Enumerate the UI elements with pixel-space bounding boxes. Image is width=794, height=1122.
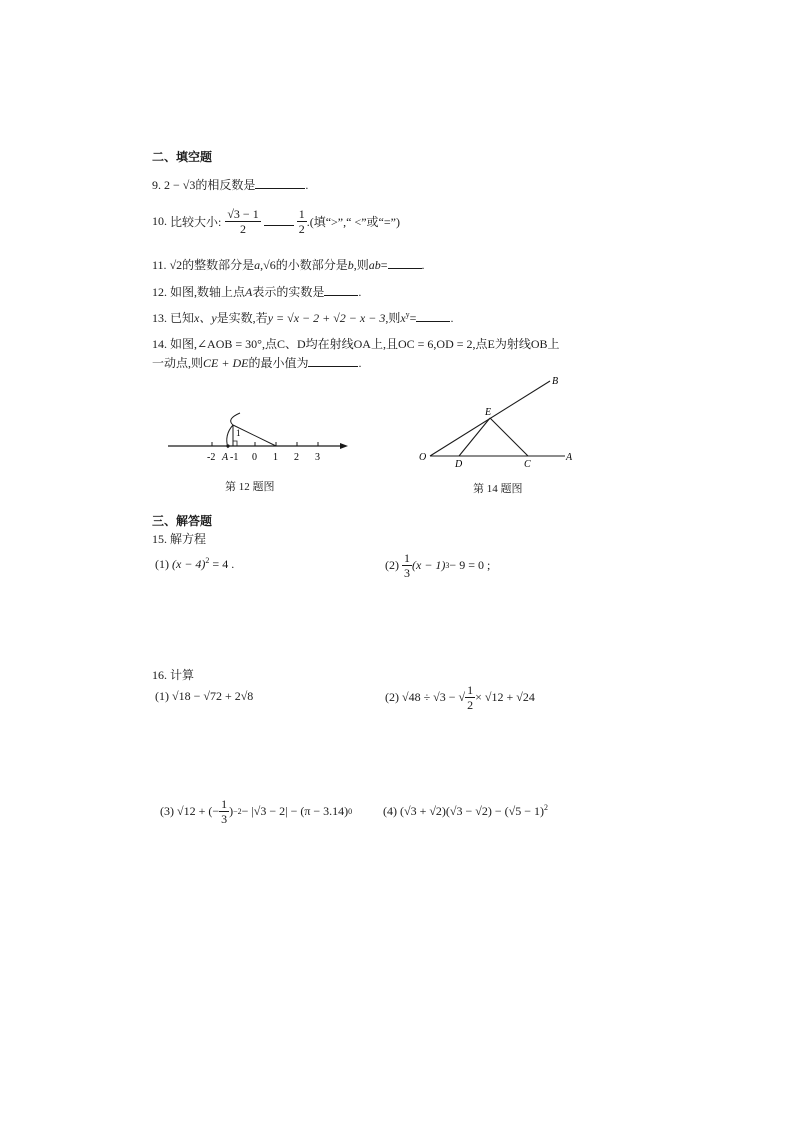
label-A: A xyxy=(566,452,573,463)
figure-14-caption: 第 14 题图 xyxy=(473,483,523,495)
fraction-numerator: 1 xyxy=(467,683,474,697)
variable-A: A xyxy=(245,285,253,299)
question-text: ,则 xyxy=(353,258,369,272)
math-expression: (x − 4) xyxy=(172,557,206,571)
math-expression: = 4 . xyxy=(209,557,235,571)
section-title-fill-blank: 二、填空题 xyxy=(152,150,213,164)
question-number: 9. xyxy=(152,178,161,192)
label-O: O xyxy=(419,452,427,463)
answer-blank[interactable] xyxy=(324,283,358,296)
part-label: (4) xyxy=(383,804,397,818)
math-expression: (x − 1) xyxy=(412,558,446,572)
question-15-part-1 xyxy=(155,556,234,572)
fraction-numerator: 1 xyxy=(298,207,305,221)
label-E: E xyxy=(485,407,492,418)
question-number: 14. xyxy=(152,337,167,351)
math-expression: CE + DE xyxy=(203,356,249,370)
part-label: (1) xyxy=(155,557,169,571)
tick-label: 2 xyxy=(294,452,299,463)
question-text: ,则 xyxy=(385,311,401,325)
question-16-part-4 xyxy=(383,803,548,819)
question-15-title: 15. 解方程 xyxy=(152,532,207,546)
variable-a: a xyxy=(254,258,261,272)
fraction-one-half xyxy=(297,207,307,236)
fraction-numerator: 1 xyxy=(404,551,410,565)
question-number: 12. xyxy=(152,285,167,299)
figure-14-geometry xyxy=(415,372,595,472)
fraction-sqrt3-minus-1-over-2 xyxy=(225,207,260,236)
exponent: −2 xyxy=(233,807,242,816)
question-9 xyxy=(152,176,308,193)
question-13 xyxy=(152,309,453,326)
question-15-part-2 xyxy=(385,551,490,580)
answer-blank[interactable] xyxy=(308,354,358,367)
question-text: ,√6的小数部分是 xyxy=(260,258,348,272)
figure-12-number-line xyxy=(160,405,360,470)
question-16-part-3 xyxy=(160,797,352,826)
power-base: x xyxy=(400,311,406,325)
question-14 xyxy=(152,335,560,352)
fraction-denominator: 2 xyxy=(467,698,474,712)
point-A xyxy=(226,444,229,447)
power-exponent: y xyxy=(405,310,410,319)
tick-label: -2 xyxy=(207,452,216,463)
label-C: C xyxy=(524,459,531,470)
math-expression: √48 ÷ √3 − xyxy=(402,690,456,704)
question-text: 是实数,若 xyxy=(216,311,268,325)
question-text: 如图,数轴上点 xyxy=(170,285,246,299)
part-label: (3) xyxy=(160,804,174,818)
figure-12-caption: 第 12 题图 xyxy=(225,481,275,493)
variable-ab: ab xyxy=(368,258,381,272)
equals-sign: = xyxy=(409,311,417,325)
question-text: √2的整数部分是 xyxy=(169,258,255,272)
math-expression: 2 − √3 xyxy=(164,178,196,192)
question-text: 的最小值为 xyxy=(248,356,309,370)
fraction-one-third xyxy=(402,551,412,580)
question-text: 已知 xyxy=(170,311,195,325)
question-text: 比较大小: xyxy=(170,215,222,229)
equals-sign: = xyxy=(380,258,388,272)
part-label: (1) xyxy=(155,689,169,703)
math-expression: √18 − √72 + 2√8 xyxy=(172,689,254,703)
exponent: 2 xyxy=(543,803,548,812)
exponent: 2 xyxy=(205,556,210,565)
label-height-one: 1 xyxy=(236,428,241,438)
fraction-one-half xyxy=(465,683,475,712)
exponent: 0 xyxy=(348,807,353,816)
fraction-denominator: 3 xyxy=(404,566,410,580)
fraction-one-third xyxy=(219,797,229,826)
question-number: 13. xyxy=(152,311,167,325)
fraction-numerator: 1 xyxy=(221,797,228,811)
period: . xyxy=(358,356,362,370)
answer-blank[interactable] xyxy=(416,309,450,322)
period: . xyxy=(421,258,425,272)
question-text: 的相反数是 xyxy=(195,178,256,192)
question-number: 10. xyxy=(152,214,167,228)
section-title-solve: 三、解答题 xyxy=(152,514,213,528)
segment-DE xyxy=(459,418,490,456)
tick-label: 3 xyxy=(315,452,320,463)
math-expression: y = √x − 2 + √2 − x − 3 xyxy=(267,311,386,325)
segment-CE xyxy=(490,418,528,456)
period: . xyxy=(450,311,454,325)
question-16-title: 16. 计算 xyxy=(152,668,195,682)
exponent: 3 xyxy=(445,561,450,570)
question-16-part-2: (2) √48 ÷ √3 − √ $\frac{1}{2}$ × √12 + √24 xyxy=(385,683,535,712)
fraction-denominator: 2 xyxy=(240,222,247,236)
part-label: (2) xyxy=(385,558,399,572)
math-expression: − 9 = 0 ; xyxy=(449,558,491,572)
answer-blank[interactable] xyxy=(388,256,422,269)
question-10 xyxy=(152,207,400,236)
right-angle-mark xyxy=(233,441,237,446)
answer-blank[interactable] xyxy=(255,176,305,189)
label-D: D xyxy=(455,459,463,470)
math-expression: ) xyxy=(229,804,234,818)
question-14-line2 xyxy=(152,354,361,371)
question-text: 一动点,则 xyxy=(152,356,204,370)
question-text: 表示的实数是 xyxy=(252,285,325,299)
variables-x-y: x、y xyxy=(194,311,217,325)
math-expression: − |√3 − 2| − (π − 3.14) xyxy=(241,804,349,818)
answer-blank[interactable] xyxy=(264,217,294,226)
period: . xyxy=(305,178,309,192)
arrow-right-icon xyxy=(340,443,348,449)
tick-label: 1 xyxy=(273,452,278,463)
question-number: 11. xyxy=(152,258,167,272)
question-11 xyxy=(152,256,425,273)
question-12 xyxy=(152,283,361,300)
question-hint: .(填“>”,“ <”或“=”) xyxy=(306,215,400,229)
tick-label: 0 xyxy=(252,452,257,463)
math-expression: × √12 + √24 xyxy=(475,690,535,704)
question-text: 如图,∠AOB = 30°,点C、D均在射线OA上,且OC = 6,OD = 2,点E为射线OB上 xyxy=(170,337,560,351)
period: . xyxy=(358,285,362,299)
fraction-numerator: √3 − 1 xyxy=(227,207,259,221)
math-expression: (√3 + √2)(√3 − √2) − (√5 − 1) xyxy=(400,804,544,818)
question-16-part-1 xyxy=(155,689,253,704)
tick-label: -1 xyxy=(230,452,239,463)
fraction-denominator: 3 xyxy=(221,812,228,826)
label-B: B xyxy=(552,376,559,387)
variable-b: b xyxy=(347,258,354,272)
fraction-denominator: 2 xyxy=(298,222,305,236)
part-label: (2) xyxy=(385,690,399,704)
tick-label-A: A xyxy=(222,452,229,463)
math-expression: √12 + (− xyxy=(177,804,220,818)
